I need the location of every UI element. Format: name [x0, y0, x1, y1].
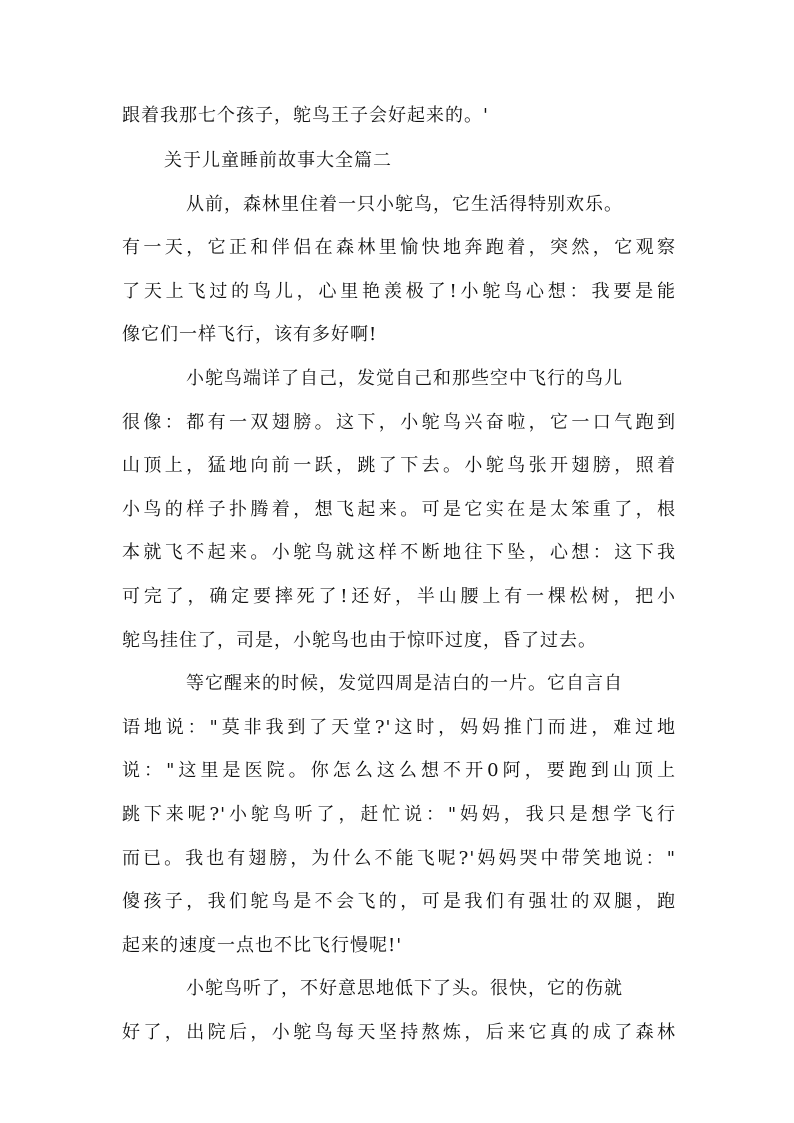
paragraph-1-line-3: 了天上飞过的鸟儿，心里艳羡极了!小鸵鸟心想：我要是能 [122, 281, 676, 302]
paragraph-2-line-4: 小鸟的样子扑腾着，想飞起来。可是它实在是太笨重了，根 [122, 499, 676, 520]
paragraph-3-line-1: 等它醒来的时候，发觉四周是洁白的一片。它自言自 [186, 673, 623, 694]
continuation-line: 跟着我那七个孩子，鸵鸟王子会好起来的。' [122, 105, 489, 126]
paragraph-1-line-1: 从前，森林里住着一只小鸵鸟，它生活得特别欢乐。 [186, 194, 623, 215]
paragraph-1-line-2: 有一天，它正和伴侣在森林里愉快地奔跑着，突然，它观察 [122, 237, 676, 258]
paragraph-3-line-4: 跳下来呢?'小鸵鸟听了，赶忙说："妈妈，我只是想学飞行 [122, 804, 676, 825]
paragraph-2-line-3: 山顶上，猛地向前一跃，跳了下去。小鸵鸟张开翅膀，照着 [122, 455, 676, 476]
paragraph-3-line-7: 起来的速度一点也不比飞行慢呢!' [122, 935, 403, 956]
paragraph-1-line-4: 像它们一样飞行，该有多好啊! [122, 324, 378, 345]
paragraph-4-line-2: 好了，出院后，小鸵鸟每天坚持熬炼，后来它真的成了森林 [122, 1022, 676, 1043]
paragraph-2-line-7: 鸵鸟挂住了，司是，小鸵鸟也由于惊吓过度，昏了过去。 [122, 630, 597, 651]
paragraph-4-line-1: 小鸵鸟听了，不好意思地低下了头。很快，它的伤就 [186, 978, 623, 999]
paragraph-2-line-6: 可完了，确定要摔死了!还好，半山腰上有一棵松树，把小 [122, 586, 676, 607]
paragraph-3-line-6: 傻孩子，我们鸵鸟是不会飞的，可是我们有强壮的双腿，跑 [122, 891, 676, 912]
paragraph-2-line-1: 小鸵鸟端详了自己，发觉自己和那些空中飞行的鸟儿 [186, 368, 623, 389]
paragraph-2-line-5: 本就飞不起来。小鸵鸟就这样不断地往下坠，心想：这下我 [122, 542, 676, 563]
paragraph-3-line-2: 语地说："莫非我到了天堂?'这时，妈妈推门而进，难过地 [122, 717, 676, 738]
paragraph-2-line-2: 很像：都有一双翅膀。这下，小鸵鸟兴奋啦，它一口气跑到 [122, 412, 676, 433]
paragraph-3-line-3: 说："这里是医院。你怎么这么想不开0阿，要跑到山顶上 [122, 760, 676, 781]
section-heading: 关于儿童睡前故事大全篇二 [164, 150, 392, 171]
paragraph-3-line-5: 而已。我也有翅膀，为什么不能飞呢?'妈妈哭中带笑地说：" [122, 848, 676, 869]
